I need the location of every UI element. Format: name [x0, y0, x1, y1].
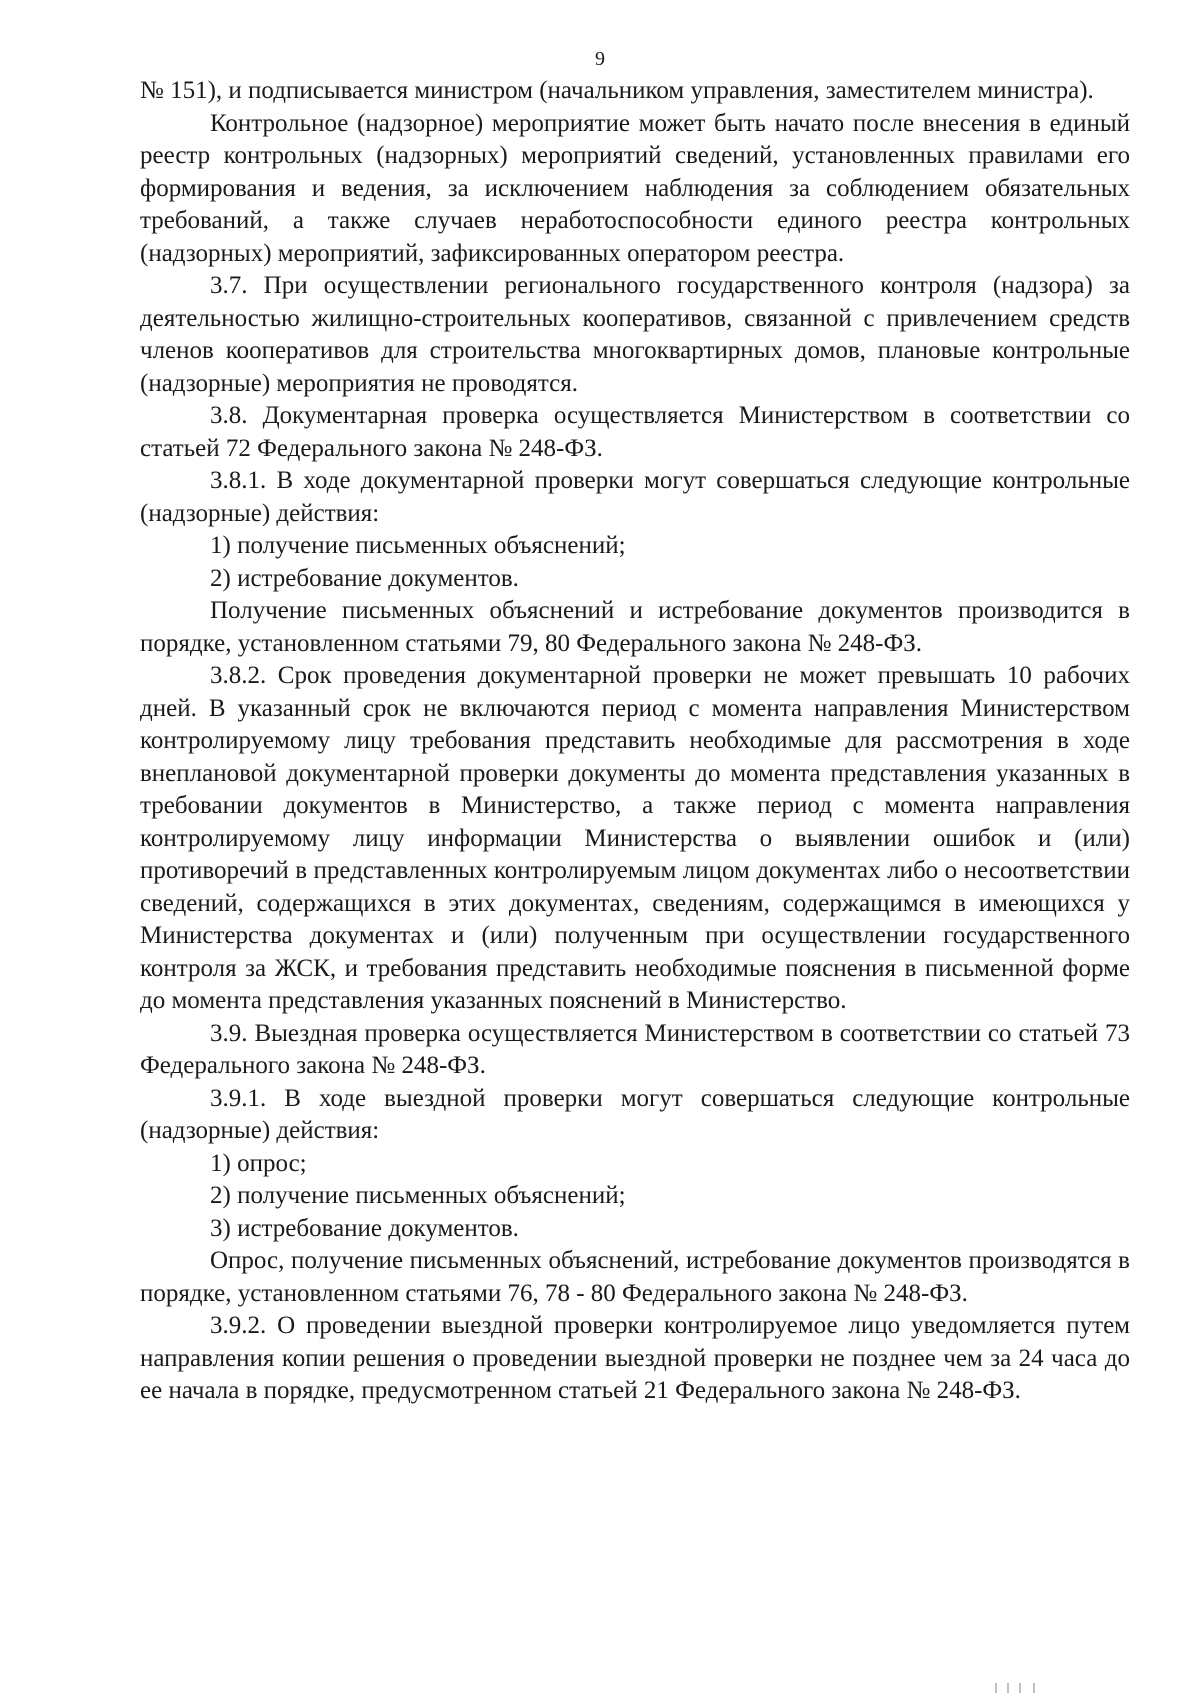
scan-artifact-mark — [995, 1683, 1035, 1693]
page-number: 9 — [595, 48, 605, 70]
paragraph-survey-order: Опрос, получение письменных объяснений, истребование документов производятся в порядке, установленном статьями 76, 78 - 80 Федерального закона № 248-ФЗ. — [140, 1247, 1130, 1307]
document-body — [140, 75, 1130, 1408]
paragraph-3-8-2: 3.8.2. Срок проведения документарной проверки не может превышать 10 рабочих дней. В указанный срок не включаются период с момента направления Министерством контролируемому лицу требования представить необходимые для рассмотрения в ходе внеплановой документарной проверки документы до момента представления указанных в требовании документов в Министерство, а также период с момента направления контролируемому лицу информации Министерства о выявлении ошибок и (или) противоречий в представленных контролируемым лицом документах либо о несоответствии сведений, содержащихся в этих документах, сведениям, содержащимся в имеющихся у Министерства документах и (или) полученным при осуществлении государственного контроля за ЖСК, и требования представить необходимые пояснения в письменной форме до момента представления указанных пояснений в Министерство. — [140, 662, 1130, 1014]
list-item: 2) получение письменных объяснений; — [210, 1182, 626, 1209]
paragraph-explanations-order: Получение письменных объяснений и истребование документов производится в порядке, установленном статьями 79, 80 Федерального закона № 248-ФЗ. — [140, 597, 1130, 657]
list-item: 2) истребование документов. — [210, 564, 519, 592]
paragraph-3-7: 3.7. При осуществлении регионального государственного контроля (надзора) за деятельностью жилищно-строительных кооперативов, связанной с привлечением средств членов кооперативов для строительства многоквартирных домов, плановые контрольные (надзорные) мероприятия не проводятся. — [140, 272, 1130, 397]
list-item: 3) истребование документов. — [210, 1214, 519, 1242]
paragraph-registry: Контрольное (надзорное) мероприятие может быть начато после внесения в единый реестр контрольных (надзорных) мероприятий сведений, установленных правилами его формирования и ведения, за исключением наблюдения за соблюдением обязательных требований, а также случаев неработоспособности единого реестра контрольных (надзорных) мероприятий, зафиксированных оператором реестра. — [140, 109, 1130, 267]
paragraph-3-9: 3.9. Выездная проверка осуществляется Министерством в соответствии со статьей 73 Федерального закона № 248-ФЗ. — [140, 1019, 1130, 1079]
list-item: 1) опрос; — [210, 1149, 307, 1177]
paragraph-3-9-1: 3.9.1. В ходе выездной проверки могут совершаться следующие контрольные (надзорные) действия: — [140, 1084, 1130, 1144]
paragraph-3-9-2: 3.9.2. О проведении выездной проверки контролируемое лицо уведомляется путем направления копии решения о проведении выездной проверки не позднее чем за 24 часа до ее начала в порядке, предусмотренном статьей 21 Федерального закона № 248-ФЗ. — [140, 1312, 1130, 1404]
list-item: 1) получение письменных объяснений; — [210, 532, 626, 559]
paragraph-continuation: № 151), и подписывается министром (начальником управления, заместителем министра). — [140, 77, 1094, 104]
paragraph-3-8-1: 3.8.1. В ходе документарной проверки могут совершаться следующие контрольные (надзорные) действия: — [140, 467, 1130, 527]
paragraph-3-8: 3.8. Документарная проверка осуществляется Министерством в соответствии со статьей 72 Федерального закона № 248-ФЗ. — [140, 402, 1130, 462]
